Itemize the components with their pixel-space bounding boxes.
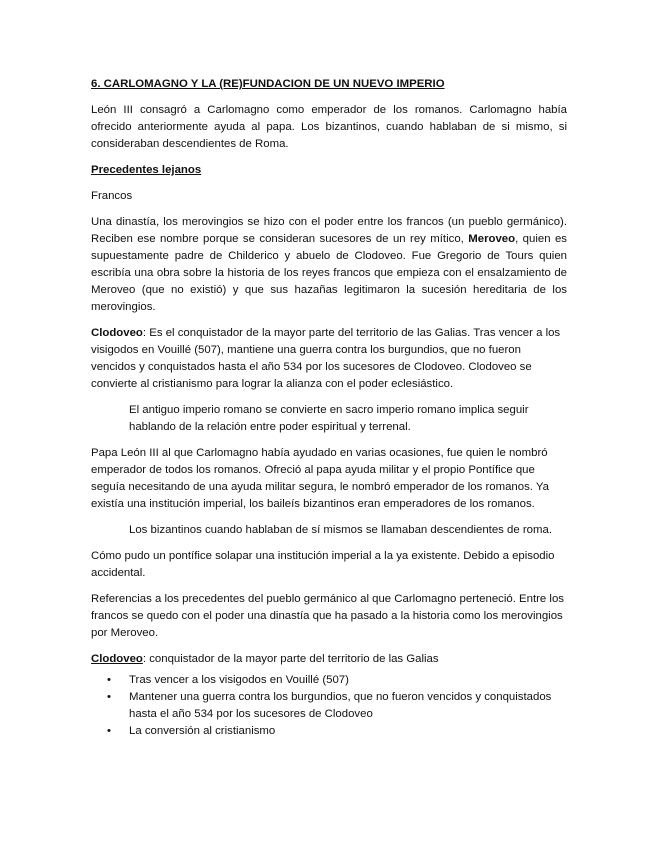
leon-paragraph: Papa León III al que Carlomagno había ayudado en varias ocasiones, fue quien le nombró emperador de todos los romanos. Ofreció al papa ayuda militar y el propio Pontífice que seguía necesitando de una ayuda militar segura, le nombró emperador de los romanos. Ya existía una institución imperial, los baileís bizantinos eran emperadores de los romanos. bbox=[91, 447, 550, 510]
list-item bbox=[107, 723, 567, 740]
chapter-title: 6. CARLOMAGNO Y LA (RE)FUNDACION DE UN NUEVO IMPERIO bbox=[91, 78, 445, 90]
francos-label: Francos bbox=[91, 190, 133, 202]
clodoveo-bold: Clodoveo bbox=[91, 327, 143, 339]
clodoveo-paragraph-text: : Es el conquistador de la mayor parte del territorio de las Galias. Tras vencer a los visigodos en Vouillé (507), mantiene una guerra contra los burgundios, que no fueron vencidos y conquistados hasta el año 534 por los sucesores de Clodoveo. Clodoveo se convierte al cristianismo para lograr la alianza con el poder eclesiástico. bbox=[91, 327, 561, 390]
bullet-icon: • bbox=[107, 725, 111, 737]
list-item-text: Mantener una guerra contra los burgundios, que no fueron vencidos y conquistados hasta el año 534 por los sucesores de Clodoveo bbox=[129, 691, 552, 720]
bullet-icon: • bbox=[107, 691, 111, 703]
clodoveo-bullet-list bbox=[91, 672, 567, 740]
merovingios-text-after: , quien es supuestamente padre de Childerico y abuelo de Clodoveo. Fue Gregorio de Tours quien escribía una obra sobre la historia de los reyes francos que empieza con el ensalzamiento de Meroveo (que no existió) y que sus hazañas legitimaron la sucesión hereditaria de los merovingios. bbox=[91, 233, 567, 313]
list-item-text: La conversión al cristianismo bbox=[129, 725, 276, 737]
intro-paragraph: León III consagró a Carlomagno como emperador de los romanos. Carlomagno había ofrecido anteriormente ayuda al papa. Los bizantinos, cuando hablaban de si mismo, si consideraban descendientes de Roma. bbox=[91, 104, 567, 150]
section-heading-text: Precedentes lejanos bbox=[91, 164, 202, 176]
clodoveo-list-text: : conquistador de la mayor parte del territorio de las Galias bbox=[142, 653, 439, 665]
clodoveo-list-intro bbox=[91, 651, 567, 668]
indented-note-sacro-imperio: El antiguo imperio romano se convierte en sacro imperio romano implica seguir hablando de la relación entre poder espiritual y terrenal. bbox=[129, 404, 529, 433]
merovingios-paragraph bbox=[91, 214, 567, 316]
bullet-icon: • bbox=[107, 674, 111, 686]
document-body bbox=[91, 70, 567, 740]
indented-note-bizantinos: Los bizantinos cuando hablaban de sí mismos se llamaban descendientes de roma. bbox=[129, 524, 552, 536]
clodoveo-list-label: Clodoveo bbox=[91, 653, 143, 665]
list-item bbox=[107, 672, 567, 689]
clodoveo-paragraph bbox=[91, 325, 567, 393]
referencias-paragraph: Referencias a los precedentes del pueblo germánico al que Carlomagno perteneció. Entre los francos se quedo con el poder una dinastía que ha pasado a la historia como los merovingios por Meroveo. bbox=[91, 593, 564, 639]
section-heading bbox=[91, 162, 567, 179]
meroveo-bold: Meroveo bbox=[468, 233, 516, 245]
list-item-text: Tras vencer a los visigodos en Vouillé (507) bbox=[129, 674, 349, 686]
pontifice-paragraph: Cómo pudo un pontífice solapar una institución imperial a la ya existente. Debido a episodio accidental. bbox=[91, 550, 555, 579]
list-item bbox=[107, 689, 567, 723]
merovingios-text-before: Una dinastía, los merovingios se hizo con el poder entre los francos (un pueblo germánico). Reciben ese nombre porque se consideran sucesores de un rey mítico, bbox=[91, 216, 567, 245]
